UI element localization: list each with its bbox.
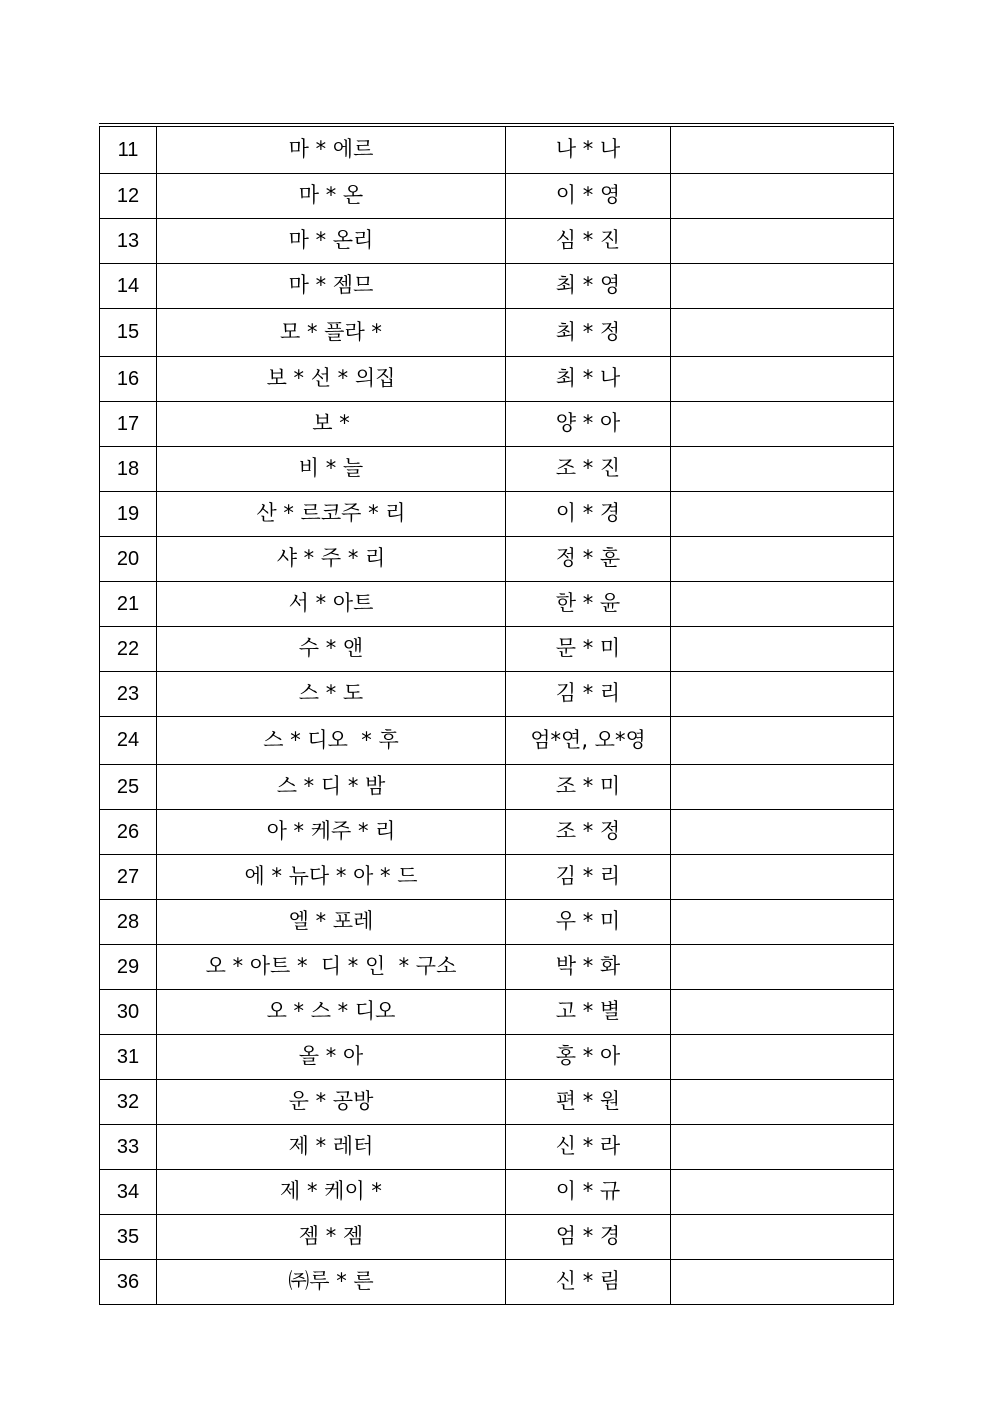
business-name-cell: 스 * 도: [157, 671, 506, 716]
note-cell: [671, 944, 894, 989]
note-cell: [671, 1214, 894, 1259]
business-name-cell: 산 * 르코주 * 리: [157, 491, 506, 536]
representative-cell: 나 * 나: [506, 125, 671, 173]
representative-cell: 박 * 화: [506, 944, 671, 989]
business-name-cell: 아 * 케주 * 리: [157, 809, 506, 854]
note-cell: [671, 809, 894, 854]
representative-cell: 최 * 정: [506, 308, 671, 356]
representative-cell: 조 * 진: [506, 446, 671, 491]
business-name-cell: 제 * 레터: [157, 1124, 506, 1169]
row-number-cell: 25: [100, 764, 157, 809]
business-name-cell: 마 * 젬므: [157, 263, 506, 308]
note-cell: [671, 1124, 894, 1169]
business-name-cell: 보 * 선 * 의집: [157, 356, 506, 401]
note-cell: [671, 401, 894, 446]
representative-cell: 최 * 영: [506, 263, 671, 308]
row-number-cell: 34: [100, 1169, 157, 1214]
business-name-cell: 오 * 스 * 디오: [157, 989, 506, 1034]
note-cell: [671, 764, 894, 809]
table-row: [100, 401, 894, 446]
row-number-cell: 19: [100, 491, 157, 536]
row-number-cell: 32: [100, 1079, 157, 1124]
business-name-cell: 엘 * 포레: [157, 899, 506, 944]
table-row: [100, 1079, 894, 1124]
roster-table-body: [100, 125, 894, 1304]
row-number-cell: 18: [100, 446, 157, 491]
table-row: [100, 671, 894, 716]
table-row: [100, 1259, 894, 1304]
row-number-cell: 22: [100, 626, 157, 671]
row-number-cell: 24: [100, 716, 157, 764]
table-row: [100, 491, 894, 536]
table-row: [100, 1214, 894, 1259]
table-row: [100, 218, 894, 263]
row-number-cell: 16: [100, 356, 157, 401]
representative-cell: 조 * 미: [506, 764, 671, 809]
row-number-cell: 12: [100, 173, 157, 218]
row-number-cell: 23: [100, 671, 157, 716]
business-name-cell: 마 * 에르: [157, 125, 506, 173]
business-name-cell: 스 * 디 * 밤: [157, 764, 506, 809]
table-row: [100, 1169, 894, 1214]
row-number-cell: 26: [100, 809, 157, 854]
note-cell: [671, 671, 894, 716]
note-cell: [671, 989, 894, 1034]
note-cell: [671, 854, 894, 899]
representative-cell: 신 * 라: [506, 1124, 671, 1169]
table-row: [100, 809, 894, 854]
business-name-cell: 보 *: [157, 401, 506, 446]
row-number-cell: 20: [100, 536, 157, 581]
business-name-cell: 운 * 공방: [157, 1079, 506, 1124]
representative-cell: 문 * 미: [506, 626, 671, 671]
note-cell: [671, 446, 894, 491]
table-row: [100, 308, 894, 356]
representative-cell: 정 * 훈: [506, 536, 671, 581]
table-row: [100, 716, 894, 764]
note-cell: [671, 536, 894, 581]
note-cell: [671, 308, 894, 356]
business-name-cell: 에 * 뉴다 * 아 * 드: [157, 854, 506, 899]
row-number-cell: 15: [100, 308, 157, 356]
note-cell: [671, 1169, 894, 1214]
table-row: [100, 944, 894, 989]
row-number-cell: 36: [100, 1259, 157, 1304]
row-number-cell: 14: [100, 263, 157, 308]
representative-cell: 홍 * 아: [506, 1034, 671, 1079]
business-name-cell: ㈜루 * 른: [157, 1259, 506, 1304]
representative-cell: 고 * 별: [506, 989, 671, 1034]
note-cell: [671, 1259, 894, 1304]
row-number-cell: 21: [100, 581, 157, 626]
business-name-cell: 오 * 아트 * 디 * 인 * 구소: [157, 944, 506, 989]
representative-cell: 한 * 윤: [506, 581, 671, 626]
table-row: [100, 1034, 894, 1079]
representative-cell: 심 * 진: [506, 218, 671, 263]
table-row: [100, 899, 894, 944]
note-cell: [671, 899, 894, 944]
representative-cell: 이 * 경: [506, 491, 671, 536]
representative-cell: 편 * 원: [506, 1079, 671, 1124]
row-number-cell: 30: [100, 989, 157, 1034]
representative-cell: 신 * 림: [506, 1259, 671, 1304]
business-name-cell: 수 * 앤: [157, 626, 506, 671]
note-cell: [671, 1079, 894, 1124]
representative-cell: 이 * 영: [506, 173, 671, 218]
business-roster-table: [99, 123, 894, 1305]
business-name-cell: 마 * 온리: [157, 218, 506, 263]
table-row: [100, 1124, 894, 1169]
row-number-cell: 28: [100, 899, 157, 944]
row-number-cell: 17: [100, 401, 157, 446]
representative-cell: 우 * 미: [506, 899, 671, 944]
representative-cell: 김 * 리: [506, 671, 671, 716]
table-row: [100, 356, 894, 401]
row-number-cell: 35: [100, 1214, 157, 1259]
business-name-cell: 비 * 늘: [157, 446, 506, 491]
business-name-cell: 올 * 아: [157, 1034, 506, 1079]
table-row: [100, 626, 894, 671]
table-row: [100, 446, 894, 491]
table-row: [100, 581, 894, 626]
note-cell: [671, 356, 894, 401]
table-row: [100, 989, 894, 1034]
row-number-cell: 11: [100, 125, 157, 173]
row-number-cell: 33: [100, 1124, 157, 1169]
note-cell: [671, 581, 894, 626]
business-name-cell: 마 * 온: [157, 173, 506, 218]
business-name-cell: 서 * 아트: [157, 581, 506, 626]
representative-cell: 조 * 정: [506, 809, 671, 854]
table-row: [100, 263, 894, 308]
table-row: [100, 125, 894, 173]
representative-cell: 김 * 리: [506, 854, 671, 899]
representative-cell: 엄*연, 오*영: [506, 716, 671, 764]
note-cell: [671, 626, 894, 671]
row-number-cell: 29: [100, 944, 157, 989]
row-number-cell: 27: [100, 854, 157, 899]
representative-cell: 엄 * 경: [506, 1214, 671, 1259]
business-name-cell: 스 * 디오 * 후: [157, 716, 506, 764]
note-cell: [671, 173, 894, 218]
business-name-cell: 제 * 케이 *: [157, 1169, 506, 1214]
row-number-cell: 13: [100, 218, 157, 263]
representative-cell: 최 * 나: [506, 356, 671, 401]
note-cell: [671, 125, 894, 173]
table-row: [100, 536, 894, 581]
note-cell: [671, 1034, 894, 1079]
representative-cell: 이 * 규: [506, 1169, 671, 1214]
business-name-cell: 젬 * 젬: [157, 1214, 506, 1259]
table-row: [100, 764, 894, 809]
business-name-cell: 모 * 플라 *: [157, 308, 506, 356]
table-row: [100, 854, 894, 899]
representative-cell: 양 * 아: [506, 401, 671, 446]
note-cell: [671, 716, 894, 764]
business-name-cell: 샤 * 주 * 리: [157, 536, 506, 581]
note-cell: [671, 263, 894, 308]
row-number-cell: 31: [100, 1034, 157, 1079]
note-cell: [671, 491, 894, 536]
table-row: [100, 173, 894, 218]
note-cell: [671, 218, 894, 263]
